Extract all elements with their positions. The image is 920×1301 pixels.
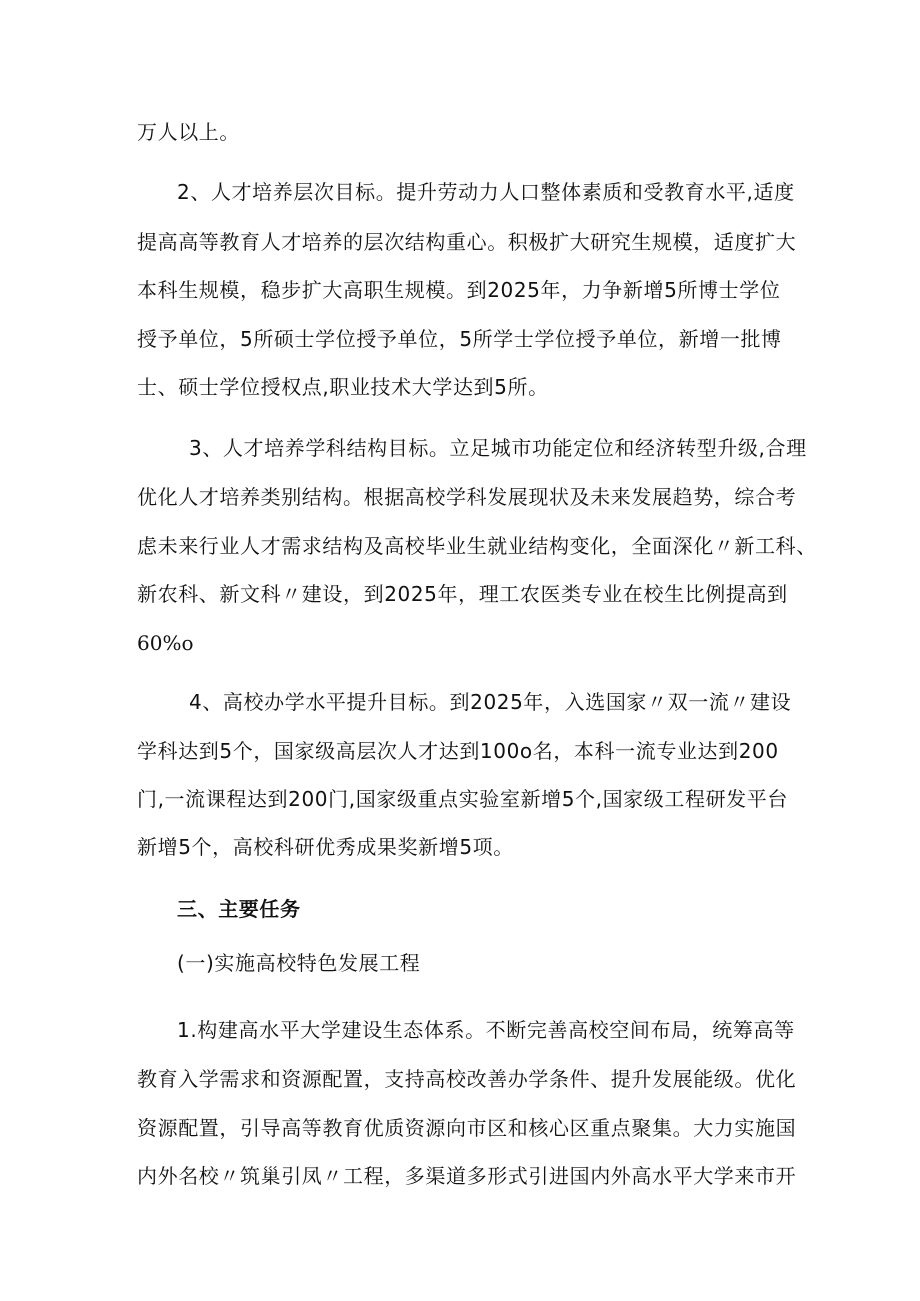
text-line: 士、硕士学位授权点,职业技术大学达到5所。 — [137, 375, 549, 399]
text-line: 虑未来行业人才需求结构及高校毕业生就业结构变化，全面深化〃新工科、 — [137, 534, 817, 558]
text-line: 教育入学需求和资源配置，支持高校改善办学条件、提升发展能级。优化 — [137, 1067, 797, 1091]
text-line: 2、人才培养层次目标。提升劳动力人口整体素质和受教育水平,适度 — [177, 180, 795, 204]
text-line: 提高高等教育人才培养的层次结构重心。积极扩大研究生规模，适度扩大 — [137, 230, 797, 254]
text-line: 新增5个，高校科研优秀成果奖新增5项。 — [137, 835, 514, 859]
text-line: 门,一流课程达到200门,国家级重点实验室新增5个,国家级工程研发平台 — [137, 787, 788, 811]
section-heading: 三、主要任务 — [177, 897, 301, 921]
text-line: 3、人才培养学科结构目标。立足城市功能定位和经济转型升级,合理 — [189, 436, 807, 460]
text-line: 4、高校办学水平提升目标。到2025年，入选国家〃双一流〃建设 — [189, 690, 792, 714]
text-line: 资源配置，引导高等教育优质资源向市区和核心区重点聚集。大力实施国 — [137, 1116, 797, 1140]
text-line: 优化人才培养类别结构。根据高校学科发展现状及未来发展趋势，综合考 — [137, 485, 797, 509]
text-line: 万人以上。 — [137, 120, 240, 144]
subsection-heading: (一)实施高校特色发展工程 — [177, 951, 421, 975]
text-line: 60%o — [137, 631, 194, 655]
text-line: 内外名校〃筑巢引凤〃工程，多渠道多形式引进国内外高水平大学来市开 — [137, 1164, 797, 1188]
text-line: 1.构建高水平大学建设生态体系。不断完善高校空间布局，统筹高等 — [177, 1018, 795, 1042]
text-line: 授予单位，5所硕士学位授予单位，5所学士学位授予单位，新增一批博 — [137, 327, 782, 351]
text-line: 本科生规模，稳步扩大高职生规模。到2025年，力争新增5所博士学位 — [137, 278, 781, 302]
text-line: 新农科、新文科〃建设，到2025年，理工农医类专业在校生比例提高到 — [137, 582, 788, 606]
text-line: 学科达到5个，国家级高层次人才达到100o名，本科一流专业达到200 — [137, 739, 779, 763]
